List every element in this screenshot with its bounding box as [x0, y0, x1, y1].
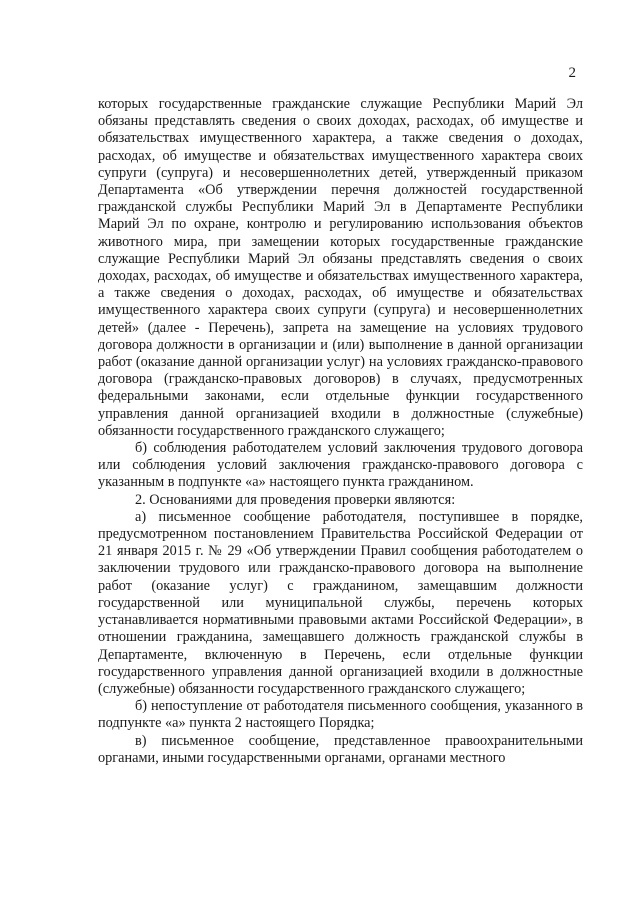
paragraph-section-2: 2. Основаниями для проведения проверки являются: — [135, 491, 456, 508]
paragraph-item-b2: б) непоступление от работодателя письменного сообщения, указанного в подпункте «а» пункта 2 настоящего Порядка; — [98, 698, 583, 732]
paragraph-continuation: которых государственные гражданские служащие Республики Марий Эл обязаны представлять сведения о своих доходах, расходах, об имуществе и обязательствах имущественного характера, а также сведения о доходах, расходах, об имуществе и обязательствах имущественного характера своих супруги (супруга) и несовершеннолетних детей, утвержденный приказом Департамента «Об утверждении перечня должностей государственной гражданской службы Республики Марий Эл в Департаменте Республики Марий Эл по охране, контролю и регулированию использования объектов животного мира, при замещении которых государственные гражданские служащие Республики Марий Эл обязаны представлять сведения о своих доходах, расходах, об имуществе и обязательствах имущественного характера, а также сведения о доходах, расходах, об имуществе и обязательствах имущественного характера своих супруги (супруга) и несовершеннолетних детей» (далее - Перечень), запрета на замещение на условиях трудового договора должности в организации и (или) выполнение в данной организации работ (оказание данной организации услуг) на условиях гражданско-правового договора (гражданско-правовых договоров) в случаях, предусмотренных федеральными законами, если отдельные функции государственного управления данной организацией входили в должностные (служебные) обязанности государственного гражданского служащего; — [98, 96, 583, 439]
paragraph-item-b: б) соблюдения работодателем условий заключения трудового договора или соблюдения условий заключения гражданско-правового договора с указанным в подпункте «а» настоящего пункта гражданином. — [98, 440, 583, 491]
document-body — [98, 96, 583, 767]
page-number: 2 — [568, 65, 576, 81]
paragraph-item-a: а) письменное сообщение работодателя, поступившее в порядке, предусмотренном постановлением Правительства Российской Федерации от 21 января 2015 г. № 29 «Об утверждении Правил сообщения работодателем о заключении трудового или гражданско-правового договора на выполнение работ (оказание услуг) с гражданином, замещавшим должности государственной или муниципальной службы, перечень которых устанавливается нормативными правовыми актами Российской Федерации», в отношении гражданина, замещавшего должность гражданской службы в Департаменте, включенную в Перечень, если отдельные функции государственного управления данной организацией входили в должностные (служебные) обязанности государственного гражданского служащего; — [98, 508, 583, 697]
paragraph-item-v: в) письменное сообщение, представленное правоохранительными органами, иными государственными органами, органами местного — [98, 732, 583, 766]
